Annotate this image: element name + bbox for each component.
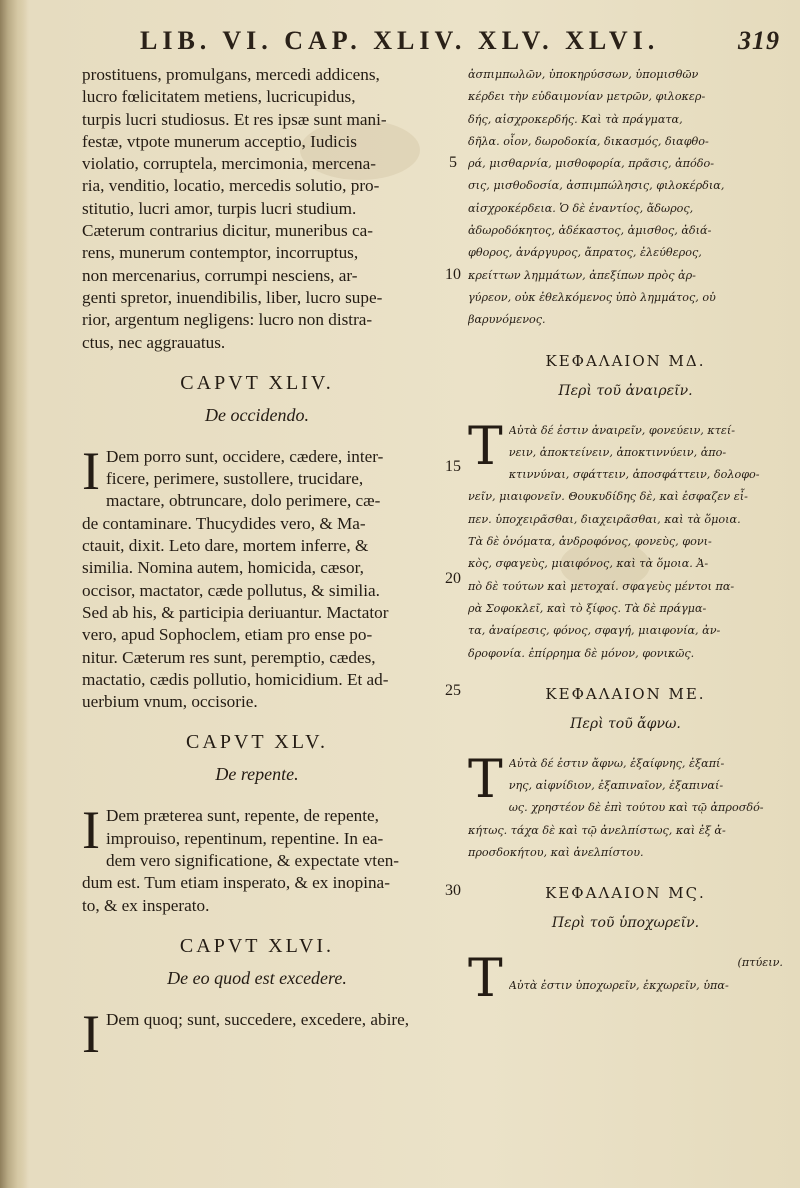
text-line: Τὰ δὲ ὀνόματα, ἀνδροφόνος, φονεὺς, φονι- [468, 535, 712, 549]
latin-intro [82, 64, 432, 354]
text-line: κρείττων λημμάτων, ἀπεξίπων πρὸς ἀρ- [468, 268, 696, 282]
text-line: δῆλα. οἷον, δωροδοκία, δικασμός, διαφθο- [468, 134, 709, 148]
text-line: δής, αἰσχροκερδής. Καὶ τὰ πράγματα, [468, 112, 683, 126]
drop-cap: I [82, 440, 100, 501]
chapter-subtitle: De eo quod est excedere. [167, 967, 347, 988]
drop-cap: Τ [468, 949, 503, 1010]
text-line: festæ, vtpote munerum acceptio, Iudicis [82, 131, 357, 151]
text-line: Dem porro sunt, occidere, cædere, inter- [105, 446, 384, 466]
text-line: βαρυνόμενος. [468, 313, 546, 327]
text-line: νης, αἰφνίδιον, ἐξαπιναῖον, ἐξαπιναί- [508, 779, 724, 793]
text-line: prostituens, promulgans, mercedi addicens, [82, 65, 380, 84]
text-line: ctauit, dixit. Leto dare, mortem inferre, & [82, 536, 369, 556]
text-line: stitutio, lucri amor, turpis lucri studium. [82, 198, 357, 218]
chapter-paragraph [82, 440, 432, 714]
line-number: 15 [445, 458, 461, 475]
text-line: occisor, mactator, cæde pollutus, & similia. [82, 580, 380, 600]
text-line: uerbium vnum, occisorie. [82, 692, 258, 712]
line-number: 25 [445, 682, 461, 699]
text-line: ρά, μισθαρνία, μισθοφορία, πρᾶσις, ἀπόδο- [468, 157, 715, 171]
text-line: ως. χρηστέον δὲ ἐπὶ τούτου καὶ τῷ ἀπροσδό- [508, 801, 764, 815]
text-line: νειν, ἀποκτείνειν, ἀποκτιννύειν, ἀπο- [508, 445, 727, 459]
text-line: mactare, obtruncare, dolo perimere, cæ- [105, 491, 381, 511]
chapter-subtitle: Περὶ τοῦ ἀναιρεῖν. [558, 382, 693, 399]
text-line: αἰσχροκέρδεια. Ὁ δὲ ἐναντίος, ἄδωρος, [468, 201, 694, 215]
text-line: non mercenarius, corrumpi nesciens, ar- [82, 265, 358, 285]
text-line: δροφονία. ἐπίρρημα δὲ μόνον, φονικῶς. [468, 646, 695, 660]
drop-cap: Τ [468, 416, 503, 477]
text-line: mactatio, cædis pollutio, homicidium. Et ad- [82, 669, 389, 689]
text-line: (πτύειν. [737, 956, 783, 970]
text-line: πεν. ὑποχειρᾶσθαι, διαχειρᾶσθαι, καὶ τὰ ὅμοια. [468, 512, 741, 526]
chapter-title: CAPVT XLIV. [180, 371, 334, 394]
text-line: rens, munerum contemptor, incorruptus, [82, 243, 359, 263]
text-line: vero, apud Sophoclem, etiam pro ense po- [82, 625, 373, 645]
text-line: improuiso, repentinum, repentine. In ea- [105, 828, 384, 848]
chapter-paragraph [468, 949, 783, 1010]
text-line: nitur. Cæterum res sunt, peremptio, cædes, [82, 647, 376, 667]
text-line: Sed ab his, & participia deriuantur. Mactator [82, 602, 389, 622]
line-number: 30 [445, 882, 461, 899]
drop-cap: Τ [468, 749, 503, 810]
line-number: 5 [449, 154, 457, 171]
running-header [140, 26, 780, 58]
text-line: Dem quoq; sunt, succedere, excedere, abire, [105, 1009, 410, 1029]
text-line: similia. Nomina autem, homicida, cæsor, [82, 558, 364, 578]
text-line: κέρδει τὴν εὐδαιμονίαν μετρῶν, φιλοκερ- [468, 90, 706, 104]
text-line: Αὐτὰ δέ ἐστιν ἀναιρεῖν, φονεύειν, κτεί- [508, 423, 736, 437]
text-line: turpis lucri studiosus. Et res ipsæ sunt mani- [82, 109, 387, 129]
text-line: κήτως. τάχα δὲ καὶ τῷ ἀνελπίστως, καὶ ἐξ ἀ- [468, 823, 726, 837]
text-line: genti spretor, inuendibilis, liber, lucro supe- [82, 287, 383, 307]
chapter-subtitle: De occidendo. [205, 404, 309, 425]
line-number: 10 [445, 266, 461, 283]
line-number: 20 [445, 570, 461, 587]
chapter-title: ΚΕΦΑΛΑΙΟΝ ΜΕ. [545, 684, 706, 703]
text-line: ἀσπιμπωλῶν, ὑποκηρύσσων, ὑπομισθῶν [468, 68, 699, 81]
page-number: 319 [738, 26, 780, 55]
text-line: ctus, nec aggrauatus. [82, 332, 226, 352]
text-line: to, & ex insperato. [82, 895, 210, 915]
text-line: γύρεον, οὐκ ἐθελκόμενος ὑπὸ λημμάτος, οὐ [468, 290, 716, 304]
text-line: κτιννύναι, σφάττειν, ἀποσφάττειν, δολοφο- [508, 468, 760, 482]
text-line: κὸς, σφαγεὺς, μιαιφόνος, καὶ τὰ ὅμοια. Ἀ- [468, 557, 709, 571]
chapter-title: ΚΕΦΑΛΑΙΟΝ ΜΔ. [545, 351, 706, 370]
text-line: lucro fœlicitatem metiens, lucricupidus, [82, 87, 356, 107]
text-line: dem vero significatione, & expectate vten- [105, 851, 400, 871]
text-line: Cæterum contrarius dicitur, muneribus ca- [82, 221, 373, 241]
page-gutter [0, 0, 28, 1188]
latin-column [82, 64, 432, 1064]
chapter-subtitle: Περὶ τοῦ ὑποχωρεῖν. [551, 915, 700, 932]
chapter-paragraph [82, 800, 432, 916]
text-line: ficere, perimere, sustollere, trucidare, [105, 469, 364, 489]
running-title: LIB. VI. CAP. XLIV. XLV. XLVI. [140, 26, 660, 55]
text-line: προσδοκήτου, καὶ ἀνελπίστου. [468, 846, 644, 860]
chapter-paragraph [82, 1003, 432, 1064]
text-line: rior, argentum negligens: lucro non distra- [82, 310, 373, 330]
text-line: τα, ἀναίρεσις, φόνος, σφαγή, μιαιφονία, ἀν- [468, 624, 721, 638]
text-line: Dem præterea sunt, repente, de repente, [105, 806, 379, 826]
chapter-subtitle: De repente. [215, 764, 299, 785]
text-line: νεῖν, μιαιφονεῖν. Θουκυδίδης δὲ, καὶ ἐσφαζεν εἶ- [468, 490, 748, 504]
text-line: violatio, corruptela, mercimonia, mercena- [82, 154, 376, 174]
text-line: ria, venditio, locatio, mercedis solutio, pro- [82, 176, 380, 196]
greek-intro [468, 64, 783, 332]
text-line: de contaminare. Thucydides vero, & Ma- [82, 513, 366, 533]
chapter-title: ΚΕΦΑΛΑΙΟΝ ΜϚ. [545, 884, 706, 903]
greek-column [468, 64, 783, 1010]
text-line: dum est. Tum etiam insperato, & ex inopina- [82, 873, 390, 893]
text-line: Αὐτὰ ἐστιν ὑποχωρεῖν, ἐκχωρεῖν, ὑπα- [508, 978, 729, 992]
text-line: φθορος, ἀνάργυρος, ἄπρατος, ἐλεύθερος, [468, 246, 702, 260]
chapter-paragraph [468, 749, 783, 864]
chapter-subtitle: Περὶ τοῦ ἄφνω. [570, 715, 681, 732]
text-line: Αὐτὰ δέ ἐστιν ἄφνω, ἐξαίφνης, ἐξαπί- [508, 756, 725, 770]
chapter-paragraph [468, 416, 783, 665]
chapter-title: CAPVT XLV. [186, 731, 328, 754]
drop-cap: I [82, 800, 100, 861]
chapter-title: CAPVT XLVI. [179, 934, 335, 957]
text-line: πὸ δὲ τούτων καὶ μετοχαί. σφαγεὺς μέντοι πα- [468, 579, 735, 593]
text-line: σις, μισθοδοσία, ἀσπιμπώλησις, φιλοκέρδια, [468, 179, 725, 193]
text-line: ρὰ Σοφοκλεῖ, καὶ τὸ ξίφος. Τὰ δὲ πράγμα- [468, 601, 707, 615]
text-line: ἀδωροδόκητος, ἀδέκαστος, ἀμισθος, ἀδιά- [468, 224, 712, 238]
drop-cap: I [82, 1003, 100, 1064]
